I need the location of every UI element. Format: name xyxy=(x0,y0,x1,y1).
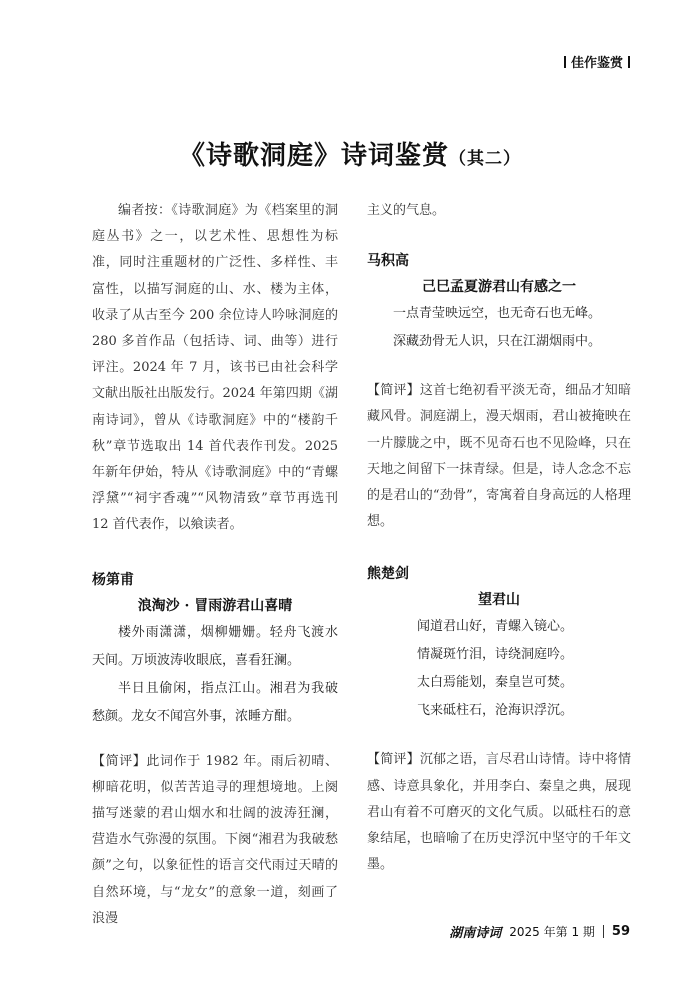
comment-tag: 【简评】 xyxy=(367,383,420,399)
section-tag-label: 佳作鉴赏 xyxy=(570,56,623,71)
article-title xyxy=(0,135,700,172)
poet-name: 杨第甫 xyxy=(92,571,134,588)
editor-note: 编者按：《诗歌洞庭》为《档案里的洞庭丛书》之一，以艺术性、思想性为标准，同时注重题材的广泛性、多样性、丰富性，以描写洞庭的山、水、楼为主体，收录了从古至今 200 余位诗人吟咏洞庭的 280 多首作品（包括诗、词、曲等）进行评注。2024 年 7 月，该书已由社会科学文献出版社出版发行。2024 年第四期《湖南诗词》，曾从《诗歌洞庭》中的“楼韵千秋”章节选取出 14 首代表作刊发。2025 年新年伊始，特从《诗歌洞庭》中的“青螺浮黛”“祠宇香魂”“风物清致”章节再选刊 12 首代表作，以飨读者。 xyxy=(92,203,338,533)
left-column xyxy=(92,198,338,932)
divider-bar-right xyxy=(628,56,630,68)
poet-name: 马积高 xyxy=(367,253,409,270)
poem-line: 闻道君山好，青螺入镜心。 xyxy=(417,619,574,635)
comment-continued: 主义的气息。 xyxy=(367,203,446,218)
divider-bar-left xyxy=(564,56,566,68)
page-number: 59 xyxy=(611,924,630,939)
comment-text: 此词作于 1982 年。雨后初晴、柳暗花明，似苦苦追寻的理想境地。上阕描写迷蒙的君山烟水和壮阔的波涛狂澜，营造水气弥漫的氛围。下阕“湘君为我破愁颜”之句，以象征性的语言交代雨过天晴的自然环境，与“龙女”的意象一道，刻画了浪漫 xyxy=(92,753,338,926)
poet-name: 熊楚剑 xyxy=(367,566,409,583)
issue-label: 2025 年第 1 期 xyxy=(509,925,595,939)
article-title-main: 《诗歌洞庭》诗词鉴赏 xyxy=(178,141,449,171)
comment-text: 这首七绝初看平淡无奇，细品才知暗藏风骨。洞庭湖上，漫天烟雨，君山被掩映在一片朦胧之中，既不见奇石也不见险峰，只在天地之间留下一抹青绿。但是，诗人念念不忘的是君山的“劲骨”，寄寓着自身高远的人格理想。 xyxy=(367,383,631,530)
poem-title: 浪淘沙 · 冒雨游君山喜晴 xyxy=(137,597,293,614)
poem-line: 太白焉能划，秦皇岂可焚。 xyxy=(417,675,574,691)
section-tag xyxy=(564,52,630,71)
poem-title: 己巳孟夏游君山有感之一 xyxy=(422,279,576,296)
comment-tag: 【简评】 xyxy=(367,752,420,768)
article-title-sub: （其二） xyxy=(449,149,521,169)
poem-line: 深藏劲骨无人识，只在江湖烟雨中。 xyxy=(393,334,602,350)
footer-divider xyxy=(603,925,604,938)
right-column xyxy=(367,198,631,878)
poem-title: 望君山 xyxy=(478,592,520,609)
poem-comment xyxy=(367,747,631,878)
poem-line: 半日且偷闲，指点江山。湘君为我破愁颜。龙女不闻宫外事，浓睡方酣。 xyxy=(92,680,338,724)
poem-line: 楼外雨潇潇，烟柳姗姗。轻舟飞渡水天间。万顷波涛收眼底，喜看狂澜。 xyxy=(92,624,338,668)
comment-tag: 【简评】 xyxy=(92,753,147,769)
magazine-logo: 湖南诗词 xyxy=(449,926,502,941)
page-footer xyxy=(449,922,630,941)
comment-text: 沉郁之语，言尽君山诗情。诗中将情感、诗意具象化，并用李白、秦皇之典，展现君山有着不可磨灭的文化气质。以砥柱石的意象结尾，也暗喻了在历史浮沉中坚守的千年文墨。 xyxy=(367,752,631,873)
poem-line: 情凝斑竹泪，诗绕洞庭吟。 xyxy=(417,647,574,663)
poem-line: 一点青莹映远空，也无奇石也无峰。 xyxy=(393,306,602,322)
poem-comment xyxy=(92,749,338,932)
poem-comment xyxy=(367,378,631,535)
poem-line: 飞来砥柱石，沧海识浮沉。 xyxy=(417,703,574,719)
